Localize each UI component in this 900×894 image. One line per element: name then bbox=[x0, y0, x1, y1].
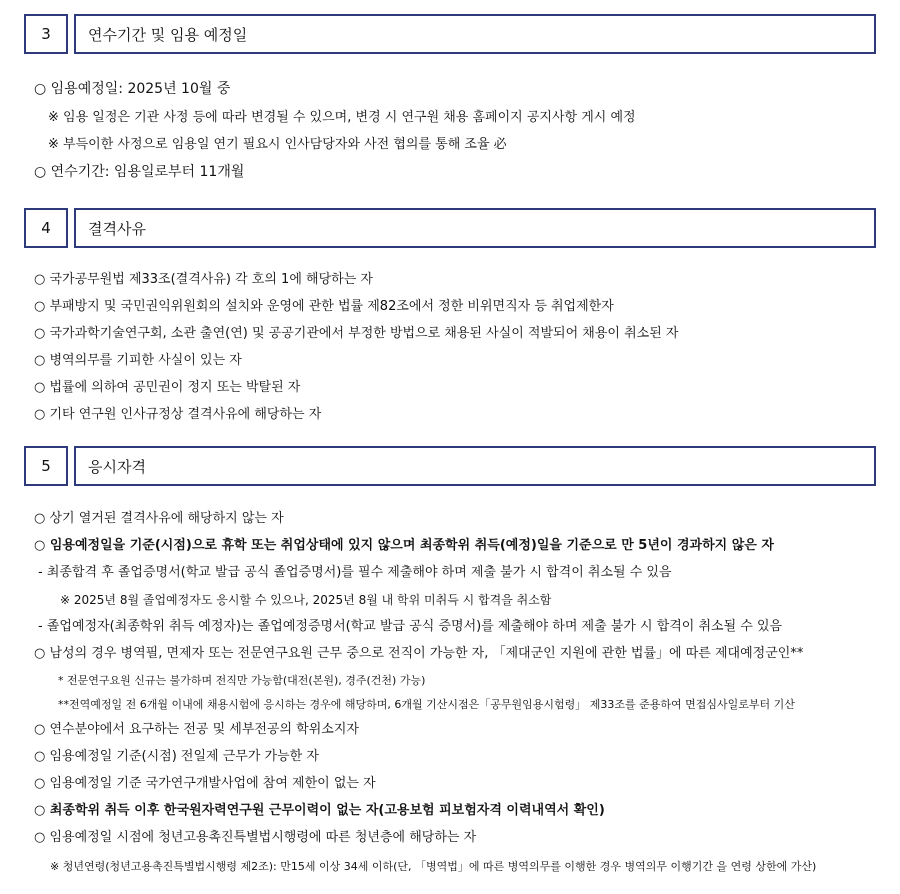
section-title: 결격사유 bbox=[74, 208, 876, 248]
list-item: ○ 국가과학기술연구회, 소관 출연(연) 및 공공기관에서 부정한 방법으로 채용된 사실이 적발되어 채용이 취소된 자 bbox=[34, 326, 679, 341]
footnote-item: * 전문연구요원 신규는 불가하며 전직만 가능함(대전(본원), 경주(건천) 가능) bbox=[58, 674, 426, 687]
section-4-header bbox=[24, 208, 876, 248]
list-item: ○ 연수분야에서 요구하는 전공 및 세부전공의 학위소지자 bbox=[34, 722, 359, 737]
list-item: ○ 법률에 의하여 공민권이 정지 또는 박탈된 자 bbox=[34, 380, 301, 395]
list-item: ○ 임용예정일 시점에 청년고용촉진특별법시행령에 따른 청년층에 해당하는 자 bbox=[34, 830, 477, 845]
footnote-item: **전역예정일 전 6개월 이내에 채용시험에 응시하는 경우에 해당하며, 6개월 기산시점은「공무원임용시험령」 제33조를 준용하여 면접심사일로부터 기산 bbox=[58, 698, 795, 711]
list-item: ○ 연수기간: 임용일로부터 11개월 bbox=[34, 164, 245, 180]
list-item: ○ 병역의무를 기피한 사실이 있는 자 bbox=[34, 353, 242, 368]
section-number: 5 bbox=[24, 446, 68, 486]
list-item: ○ 기타 연구원 인사규정상 결격사유에 해당하는 자 bbox=[34, 407, 322, 422]
section-5-header bbox=[24, 446, 876, 486]
list-item: ○ 남성의 경우 병역필, 면제자 또는 전문연구요원 근무 중으로 전직이 가능한 자, 「제대군인 지원에 관한 법률」에 따른 제대예정군인** bbox=[34, 646, 804, 661]
note-item: ※ 임용 일정은 기관 사정 등에 따라 변경될 수 있으며, 변경 시 연구원 채용 홈페이지 공지사항 게시 예정 bbox=[48, 110, 636, 125]
section-title: 응시자격 bbox=[74, 446, 876, 486]
section-number: 3 bbox=[24, 14, 68, 54]
list-item: ○ 국가공무원법 제33조(결격사유) 각 호의 1에 해당하는 자 bbox=[34, 272, 373, 287]
list-item: ○ 임용예정일을 기준(시점)으로 휴학 또는 취업상태에 있지 않으며 최종학위 취득(예정)일을 기준으로 만 5년이 경과하지 않은 자 bbox=[34, 538, 774, 553]
sub-item: - 졸업예정자(최종학위 취득 예정자)는 졸업예정증명서(학교 발급 공식 증명서)를 제출해야 하며 제출 불가 시 합격이 취소될 수 있음 bbox=[38, 619, 783, 634]
list-item: ○ 임용예정일 기준(시점) 전일제 근무가 가능한 자 bbox=[34, 749, 319, 764]
sub-item: - 최종합격 후 졸업증명서(학교 발급 공식 졸업증명서)를 필수 제출해야 하며 제출 불가 시 합격이 취소될 수 있음 bbox=[38, 565, 672, 580]
note-item: ※ 부득이한 사정으로 임용일 연기 필요시 인사담당자와 사전 협의를 통해 조율 必 bbox=[48, 137, 507, 152]
list-item: ○ 부패방지 및 국민권익위원회의 설치와 운영에 관한 법률 제82조에서 정한 비위면직자 등 취업제한자 bbox=[34, 299, 614, 314]
list-item: ○ 상기 열거된 결격사유에 해당하지 않는 자 bbox=[34, 511, 284, 526]
list-item: ○ 임용예정일 기준 국가연구개발사업에 참여 제한이 없는 자 bbox=[34, 776, 376, 791]
list-item: ○ 임용예정일: 2025년 10월 중 bbox=[34, 81, 231, 97]
list-item: ○ 최종학위 취득 이후 한국원자력연구원 근무이력이 없는 자(고용보험 피보험자격 이력내역서 확인) bbox=[34, 803, 605, 818]
section-number: 4 bbox=[24, 208, 68, 248]
section-title: 연수기간 및 임용 예정일 bbox=[74, 14, 876, 54]
note-item: ※ 청년연령(청년고용촉진특별법시행령 제2조): 만15세 이상 34세 이하(단, 「병역법」에 따른 병역의무를 이행한 경우 병역의무 이행기간 을 연령 상한에 가산) bbox=[50, 860, 817, 873]
note-item: ※ 2025년 8월 졸업예정자도 응시할 수 있으나, 2025년 8월 내 학위 미취득 시 합격을 취소함 bbox=[60, 593, 552, 607]
section-3-header bbox=[24, 14, 876, 54]
